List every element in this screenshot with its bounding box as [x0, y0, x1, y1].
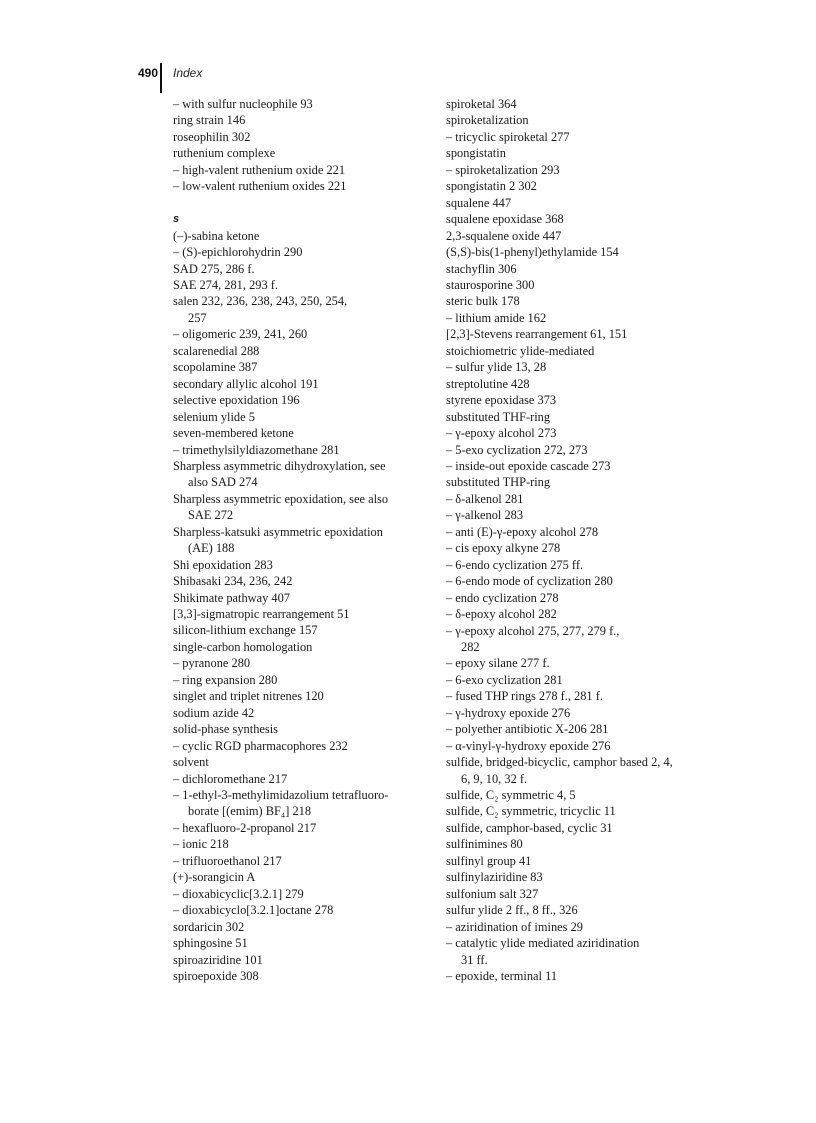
header-rule	[160, 63, 162, 93]
index-entry: spiroepoxide 308	[173, 969, 259, 983]
index-entry: substituted THF-ring	[446, 409, 551, 424]
index-subentry: – spiroketalization 293	[446, 162, 560, 177]
index-entry: salen 232, 236, 238, 243, 250, 254,	[173, 294, 348, 309]
index-entry: Sharpless asymmetric dihydroxylation, see	[173, 458, 386, 473]
section-letter: s	[173, 213, 180, 226]
index-entry: sulfide, C₂ symmetric 4, 5	[446, 788, 576, 803]
index-subentry: – epoxy silane 277 f.	[446, 656, 550, 671]
index-entry-continuation: 31 ff.	[461, 952, 488, 967]
index-entry: sordaricin 302	[173, 919, 245, 934]
index-subentry: – γ-hydroxy epoxide 276	[446, 705, 571, 720]
index-subentry: – polyether antibiotic X-206 281	[446, 722, 609, 737]
index-subentry: – γ-epoxy alcohol 275, 277, 279 f.,	[446, 623, 620, 638]
index-entry: Shi epoxidation 283	[173, 557, 273, 572]
index-entry: stachyflin 306	[446, 261, 517, 276]
index-entry-continuation: SAE 272	[188, 508, 234, 523]
index-subentry: – ionic 218	[173, 837, 229, 852]
page-number: 490	[138, 66, 159, 80]
index-entry-continuation: 6, 9, 10, 32 f.	[461, 771, 528, 786]
index-subentry: – epoxide, terminal 11	[446, 969, 558, 984]
index-entry: spongistatin	[446, 146, 506, 161]
index-entry: sulfide, C₂ symmetric, tricyclic 11	[446, 804, 616, 819]
index-entry: sulfinyl group 41	[446, 853, 532, 868]
index-entry: steric bulk 178	[446, 294, 520, 309]
index-subentry: – hexafluoro-2-propanol 217	[173, 820, 317, 835]
index-subentry: – α-vinyl-γ-hydroxy epoxide 276	[446, 738, 611, 753]
index-subentry: – low-valent ruthenium oxides 221	[173, 179, 347, 194]
index-entry: Sharpless-katsuki asymmetric epoxidation	[173, 524, 383, 539]
index-entry: scopolamine 387	[173, 360, 258, 375]
index-subentry: – (S)-epichlorohydrin 290	[173, 245, 303, 260]
index-subentry: – aziridination of imines 29	[446, 919, 583, 934]
index-entry: single-carbon homologation	[173, 639, 313, 654]
index-entry-continuation: 257	[188, 310, 207, 325]
index-entry: silicon-lithium exchange 157	[173, 623, 318, 638]
index-entry: SAD 275, 286 f.	[173, 261, 255, 276]
index-entry: sodium azide 42	[173, 705, 255, 720]
index-subentry: – lithium amide 162	[446, 310, 547, 325]
index-entry: streptolutine 428	[446, 376, 530, 391]
index-entry-continuation: 282	[461, 639, 480, 654]
index-subentry: – 5-exo cyclization 272, 273	[446, 442, 588, 457]
index-entry-continuation: (AE) 188	[188, 541, 235, 556]
index-entry: ring strain 146	[173, 113, 246, 128]
index-subentry: – with sulfur nucleophile 93	[173, 97, 313, 111]
index-entry: [2,3]-Stevens rearrangement 61, 151	[446, 327, 628, 342]
index-subentry: – trimethylsilyldiazomethane 281	[173, 442, 340, 457]
index-entry: spiroketalization	[446, 113, 529, 128]
index-subentry: – 1-ethyl-3-methylimidazolium tetrafluoro-	[173, 788, 389, 803]
index-entry: sulfur ylide 2 ff., 8 ff., 326	[446, 903, 578, 918]
index-subentry: – 6-endo cyclization 275 ff.	[446, 557, 584, 572]
index-entry: Shikimate pathway 407	[173, 590, 291, 605]
index-entry: spiroaziridine 101	[173, 952, 263, 967]
index-entry: SAE 274, 281, 293 f.	[173, 277, 278, 292]
index-entry: selective epoxidation 196	[173, 393, 300, 408]
index-entry: (–)-sabina ketone	[173, 228, 260, 243]
index-entry: sulfide, camphor-based, cyclic 31	[446, 820, 613, 835]
index-subentry: – endo cyclization 278	[446, 590, 559, 605]
index-entry: spongistatin 2 302	[446, 179, 537, 194]
index-column-right	[446, 96, 726, 984]
index-entry: styrene epoxidase 373	[446, 393, 557, 408]
index-entry: seven-membered ketone	[173, 426, 294, 441]
index-entry: (S,S)-bis(1-phenyl)ethylamide 154	[446, 245, 619, 260]
index-entry: selenium ylide 5	[173, 409, 255, 424]
index-entry: (+)-sorangicin A	[173, 870, 256, 885]
index-entry: sulfide, bridged-bicyclic, camphor based 2, 4,	[446, 755, 673, 770]
index-subentry: – dichloromethane 217	[173, 771, 288, 786]
index-entry-continuation: borate [(emim) BF₄] 218	[188, 804, 312, 819]
index-entry: solid-phase synthesis	[173, 722, 278, 737]
index-subentry: – dioxabicyclo[3.2.1]octane 278	[173, 903, 334, 918]
index-entry-continuation: also SAD 274	[188, 475, 258, 490]
index-entry: staurosporine 300	[446, 277, 535, 292]
index-entry: squalene 447	[446, 195, 512, 210]
index-subentry: – fused THP rings 278 f., 281 f.	[446, 689, 603, 704]
index-entry: secondary allylic alcohol 191	[173, 376, 319, 391]
index-subentry: – anti (E)-γ-epoxy alcohol 278	[446, 524, 599, 539]
index-entry: solvent	[173, 755, 209, 770]
index-subentry: – high-valent ruthenium oxide 221	[173, 162, 346, 177]
index-entry: scalarenedial 288	[173, 343, 260, 358]
index-subentry: – oligomeric 239, 241, 260	[173, 327, 308, 342]
index-subentry: – pyranone 280	[173, 656, 251, 671]
index-entry: roseophilin 302	[173, 129, 251, 144]
index-entry: sulfinimines 80	[446, 837, 523, 852]
spacer	[173, 195, 428, 211]
index-entry: sphingosine 51	[173, 936, 248, 951]
index-entry: singlet and triplet nitrenes 120	[173, 689, 324, 704]
index-subentry: – trifluoroethanol 217	[173, 853, 282, 868]
index-entry: sulfonium salt 327	[446, 886, 539, 901]
index-subentry: – inside-out epoxide cascade 273	[446, 458, 611, 473]
index-entry: spiroketal 364	[446, 97, 517, 111]
index-entry: 2,3-squalene oxide 447	[446, 228, 562, 243]
index-entry: Sharpless asymmetric epoxidation, see also	[173, 491, 389, 506]
index-subentry: – catalytic ylide mediated aziridination	[446, 936, 640, 951]
index-subentry: – ring expansion 280	[173, 672, 278, 687]
index-subentry: – γ-alkenol 283	[446, 508, 524, 523]
index-subentry: – cis epoxy alkyne 278	[446, 541, 561, 556]
index-subentry: – cyclic RGD pharmacophores 232	[173, 738, 348, 753]
index-subentry: – δ-alkenol 281	[446, 491, 524, 506]
index-subentry: – δ-epoxy alcohol 282	[446, 607, 557, 622]
index-subentry: – dioxabicyclic[3.2.1] 279	[173, 886, 304, 901]
index-entry: sulfinylaziridine 83	[446, 870, 543, 885]
index-entry: Shibasaki 234, 236, 242	[173, 574, 293, 589]
index-subentry: – tricyclic spiroketal 277	[446, 129, 570, 144]
index-column-left	[173, 96, 428, 984]
index-entry: [3,3]-sigmatropic rearrangement 51	[173, 607, 350, 622]
index-subentry: – 6-exo cyclization 281	[446, 672, 563, 687]
index-subentry: – 6-endo mode of cyclization 280	[446, 574, 613, 589]
index-entry: substituted THP-ring	[446, 475, 551, 490]
index-entry: squalene epoxidase 368	[446, 212, 564, 227]
index-entry: ruthenium complexe	[173, 146, 276, 161]
section-title: Index	[173, 66, 203, 80]
index-entry: stoichiometric ylide-mediated	[446, 343, 595, 358]
index-subentry: – γ-epoxy alcohol 273	[446, 426, 557, 441]
index-subentry: – sulfur ylide 13, 28	[446, 360, 547, 375]
